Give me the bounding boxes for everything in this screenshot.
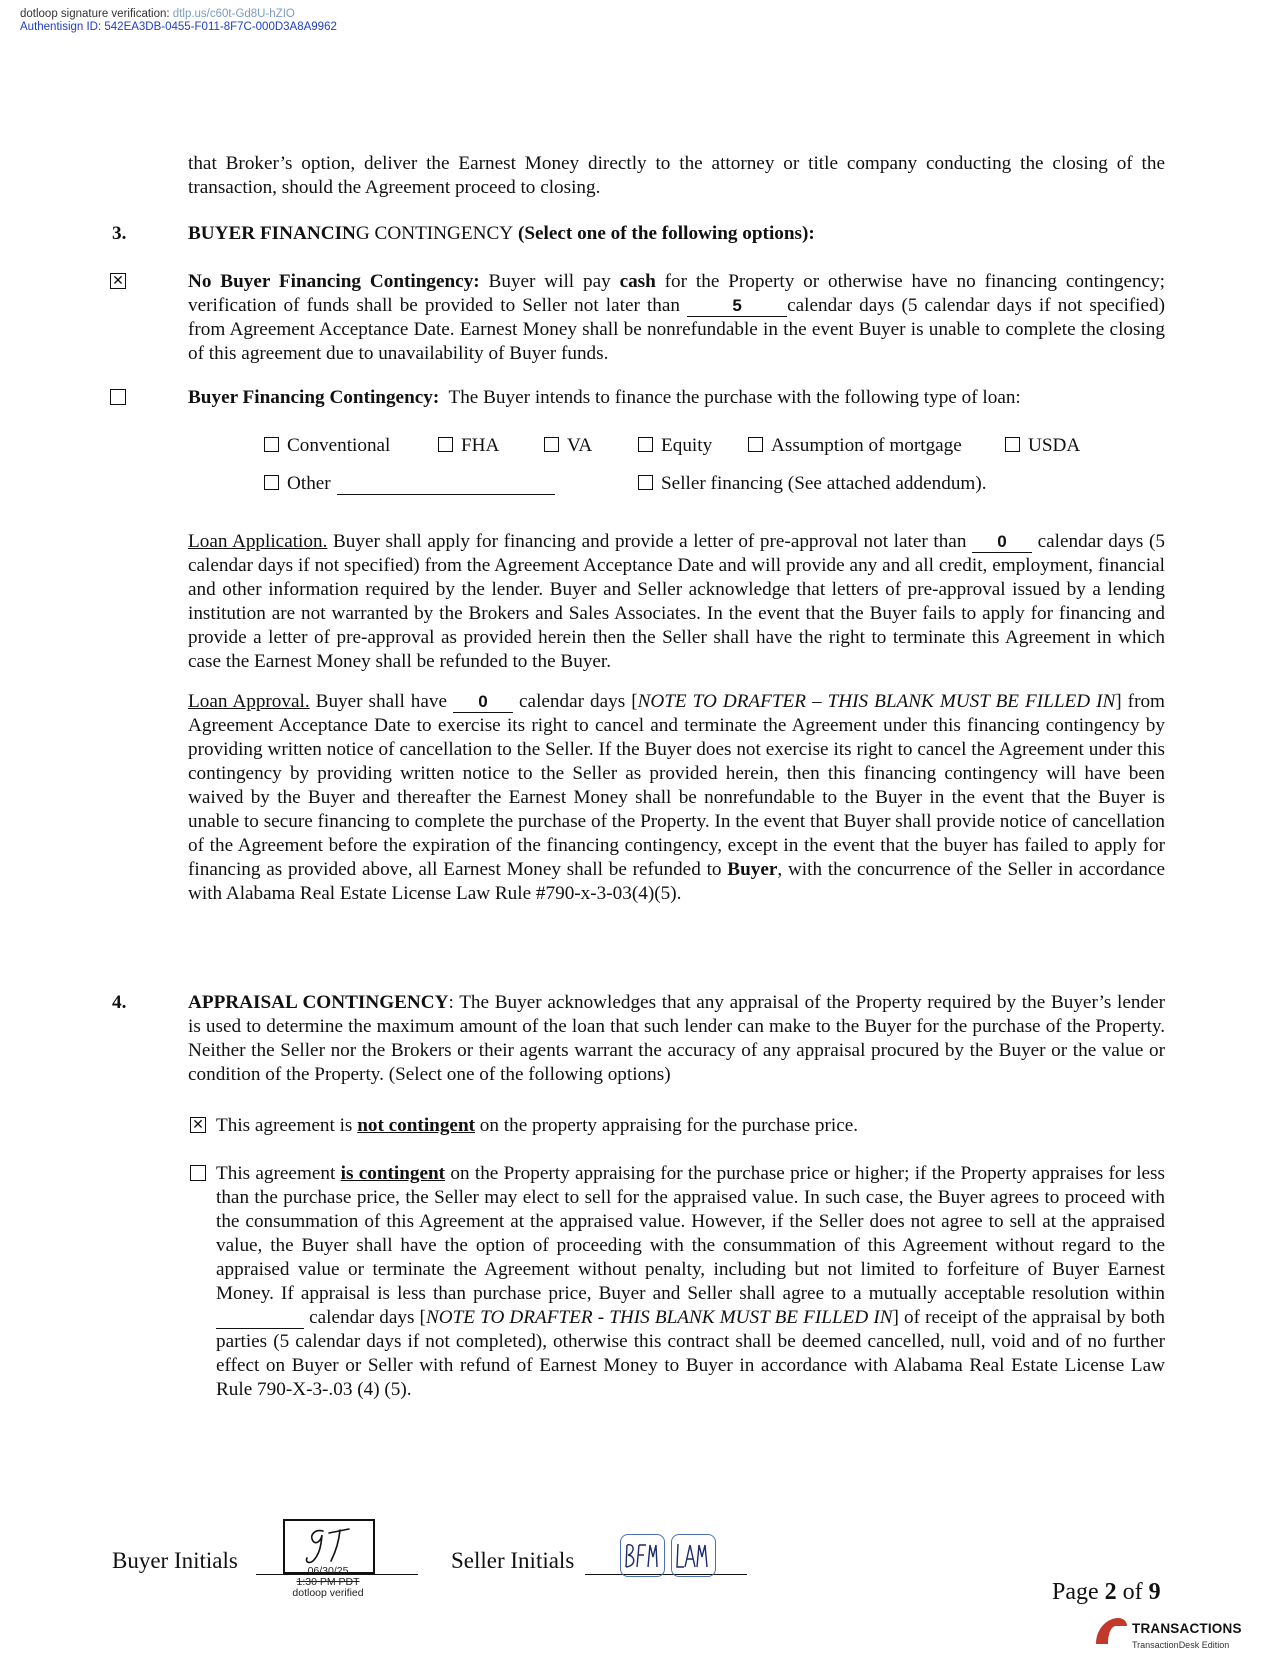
loan-approval-text-3: ] from Agreement Acceptance Date to exercise its right to cancel and terminate the Agreement under this financing contingency by providing written notice of cancellation to the Seller. If the Buyer does not exercise its right to cancel the Agreement under this contingency by providing written notice to the Seller as provided herein, then this financing contingency will have been waived by the Buyer and thereafter the Earnest Money shall be nonrefundable to the Buyer in the event that the Buyer is unable to secure financing to complete the purchase of the Property. In the event that Buyer shall provide notice of cancellation of the Agreement before the expiration of the financing contingency, except in the event that the buyer has failed to apply for financing as provided above, all Earnest Money shall be refunded to [188, 691, 1165, 880]
page-current: 2 [1104, 1579, 1117, 1605]
seller-initials-label: Seller Initials [451, 1548, 575, 1573]
intro-paragraph: that Broker’s option, deliver the Earnest Money directly to the attorney or title company conducting the closing of the transaction, should the Agreement proceed to closing. [188, 153, 1165, 198]
loan-other-option[interactable] [264, 472, 555, 496]
section-3-heading-b: G CONTINGENCY [355, 223, 514, 244]
no-financing-text-1: Buyer will pay [479, 271, 620, 292]
loan-other-label: Other [287, 473, 331, 494]
cash-label: cash [619, 271, 656, 292]
pre-approval-days-field[interactable]: 0 [972, 532, 1032, 553]
section-3-heading [188, 222, 1165, 246]
no-financing-title: No Buyer Financing Contingency: [188, 271, 480, 292]
loan-assumption-label: Assumption of mortgage [771, 435, 962, 456]
financing-contingency-title: Buyer Financing Contingency: [188, 387, 440, 408]
page-prefix: Page [1052, 1579, 1105, 1605]
loan-approval-text-2: calendar days [ [513, 691, 638, 712]
loan-va-checkbox[interactable] [544, 437, 559, 452]
buyer-signature-time: 1:30 PM PDT [296, 1576, 360, 1588]
loan-other-field[interactable] [337, 474, 555, 495]
section-4-number: 4. [112, 992, 127, 1013]
appraisal-opt2-text-2: on the Property appraising for the purchase price or higher; if the Property appraises for less than the purchase price, the Seller may elect to sell for the appraised value. In such case, the Buyer agrees to proceed with the consummation of this Agreement at the appraised value. However, if the Seller does not agree to sell at the appraised value, the Buyer shall have the option of proceeding with the consummation of this Agreement without regard to the appraised value or terminate the Agreement without penalty, including but not limited to forfeiture of Buyer Earnest Money. If appraisal is less than purchase price, Buyer and Seller shall agree to a mutually acceptable resolution within [216, 1163, 1165, 1304]
loan-fha-option[interactable] [438, 434, 499, 458]
page-of: of [1116, 1579, 1149, 1605]
loan-approval-text-1: Buyer shall have [309, 691, 454, 712]
loan-assumption-checkbox[interactable] [748, 437, 763, 452]
appraisal-contingent-checkbox[interactable] [190, 1165, 206, 1181]
loan-fha-checkbox[interactable] [438, 437, 453, 452]
page-number [1052, 1580, 1161, 1604]
buyer-signature-date: 06/30/25 [307, 1565, 349, 1577]
no-financing-paragraph [188, 270, 1165, 366]
is-contingent-label: is contingent [340, 1163, 446, 1184]
financing-contingency-checkbox[interactable] [110, 389, 126, 405]
loan-equity-checkbox[interactable] [638, 437, 653, 452]
authentisign-id: Authentisign ID: 542EA3DB-0455-F011-8F7C-000D3A8A9962 [20, 21, 337, 33]
loan-approval-days-field[interactable]: 0 [453, 692, 513, 713]
appraisal-opt2-text-4: ] of receipt of the appraisal by both parties (5 calendar days if not completed), otherwise this contract shall be deemed cancelled, null, void and of no further effect on Buyer or Seller with refund of Earnest Money to Buyer in accordance with Alabama Real Estate License Law Rule 790-X-3-.03 (4) (5). [216, 1307, 1165, 1400]
loan-approval-paragraph [188, 690, 1165, 906]
loan-conventional-checkbox[interactable] [264, 437, 279, 452]
seller-initials-stamp-1[interactable] [620, 1534, 665, 1577]
loan-application-text-2: calendar days (5 calendar days if not specified) from the Agreement Acceptance Date and will provide any and all credit, employment, financial and other information required by the lender. Buyer and Seller acknowledge that letters of pre-approval issued by a lending institution are not warranted by the Brokers and Sales Associates. In the event that the Buyer fails to apply for financing and provide a letter of pre-approval as provided herein then the Seller shall have the right to terminate this Agreement in which case the Earnest Money shall be refunded to the Buyer. [188, 531, 1165, 672]
verification-label: dotloop signature verification: [20, 8, 170, 20]
loan-equity-option[interactable] [638, 434, 712, 458]
loan-va-option[interactable] [544, 434, 592, 458]
verification-header [20, 8, 337, 34]
no-financing-text-3: calendar days (5 calendar days if not specified) from Agreement Acceptance Date. Earnest Money shall be nonrefundable in the event Buyer is unable to complete the closing of this agreement due to unavailability of Buyer funds. [188, 295, 1165, 364]
funds-verification-days-field[interactable]: 5 [687, 296, 787, 317]
loan-approval-label: Loan Approval. [188, 691, 310, 712]
appraisal-opt2-text-1: This agreement [216, 1163, 341, 1184]
seller-initials-line [585, 1574, 747, 1575]
appraisal-text: : The Buyer acknowledges that any appraisal of the Property required by the Buyer’s lender is used to determine the maximum amount of the loan that such lender can make to the Buyer for the purchase of the Property. Neither the Seller nor the Brokers or their agents warrant the accuracy of any appraisal procured by the Buyer or the value or condition of the Property. (Select one of the following options) [188, 992, 1165, 1085]
loan-conventional-option[interactable] [264, 434, 390, 458]
appraisal-not-contingent-paragraph [216, 1114, 1165, 1138]
verification-line [20, 8, 337, 21]
buyer-initials-label: Buyer Initials [112, 1548, 238, 1573]
financing-contingency-paragraph [188, 386, 1165, 410]
page-total: 9 [1148, 1579, 1161, 1605]
brand-edition: TransactionDesk Edition [1132, 1640, 1230, 1650]
loan-seller-financing-option[interactable] [638, 472, 987, 496]
appraisal-opt1-text-1: This agreement is [216, 1115, 358, 1136]
transactions-logo-icon [1094, 1616, 1128, 1646]
brand-name: TRANSACTIONS [1132, 1621, 1242, 1636]
appraisal-not-contingent-checkbox[interactable] [190, 1117, 206, 1133]
no-financing-checkbox[interactable] [110, 273, 126, 289]
loan-fha-label: FHA [461, 435, 500, 456]
not-contingent-label: not contingent [357, 1115, 475, 1136]
appraisal-heading: APPRAISAL CONTINGENCY [188, 992, 449, 1013]
loan-application-paragraph [188, 530, 1165, 674]
buyer-signature-meta [262, 1566, 394, 1599]
loan-seller-financing-label: Seller financing (See attached addendum). [661, 473, 987, 494]
loan-equity-label: Equity [661, 435, 713, 456]
seller-initials-1-handwriting [621, 1535, 662, 1574]
loan-approval-note: NOTE TO DRAFTER – THIS BLANK MUST BE FILLED IN [637, 691, 1116, 712]
no-financing-text-2: for the Property or otherwise have no financing contingency; verification of funds shall be provided to Seller not later than [188, 271, 1165, 316]
resolution-days-field[interactable] [216, 1308, 304, 1329]
loan-application-label: Loan Application. [188, 531, 328, 552]
loan-usda-option[interactable] [1005, 434, 1080, 458]
seller-initials-stamp-2[interactable] [671, 1534, 716, 1577]
section-3-heading-a: BUYER FINANCIN [188, 223, 356, 244]
loan-assumption-option[interactable] [748, 434, 962, 458]
seller-initials-2-handwriting [672, 1535, 713, 1574]
buyer-signature-verified: dotloop verified [292, 1587, 364, 1599]
appraisal-paragraph [188, 991, 1165, 1087]
financing-contingency-text: The Buyer intends to finance the purchase with the following type of loan: [439, 387, 1021, 408]
loan-usda-checkbox[interactable] [1005, 437, 1020, 452]
appraisal-opt1-text-2: on the property appraising for the purchase price. [475, 1115, 859, 1136]
loan-approval-text-4: , with the concurrence of the Seller in accordance with Alabama Real Estate License Law Rule #790-x-3-03(4)(5). [188, 859, 1165, 904]
section-3-number: 3. [112, 223, 127, 244]
loan-conventional-label: Conventional [287, 435, 391, 456]
appraisal-opt2-note: NOTE TO DRAFTER - THIS BLANK MUST BE FILLED IN [425, 1307, 893, 1328]
loan-application-text-1: Buyer shall apply for financing and provide a letter of pre-approval not later than [327, 531, 973, 552]
transactions-brand [1094, 1616, 1254, 1650]
loan-usda-label: USDA [1028, 435, 1081, 456]
loan-approval-buyer: Buyer [727, 859, 778, 880]
loan-other-checkbox[interactable] [264, 475, 279, 490]
section-3-heading-c: (Select one of the following options): [513, 223, 815, 244]
verification-link[interactable]: dtlp.us/c60t-Gd8U-hZIO [172, 8, 295, 20]
loan-va-label: VA [567, 435, 593, 456]
appraisal-opt2-text-3: calendar days [ [304, 1307, 426, 1328]
loan-seller-financing-checkbox[interactable] [638, 475, 653, 490]
appraisal-contingent-paragraph [216, 1162, 1165, 1402]
